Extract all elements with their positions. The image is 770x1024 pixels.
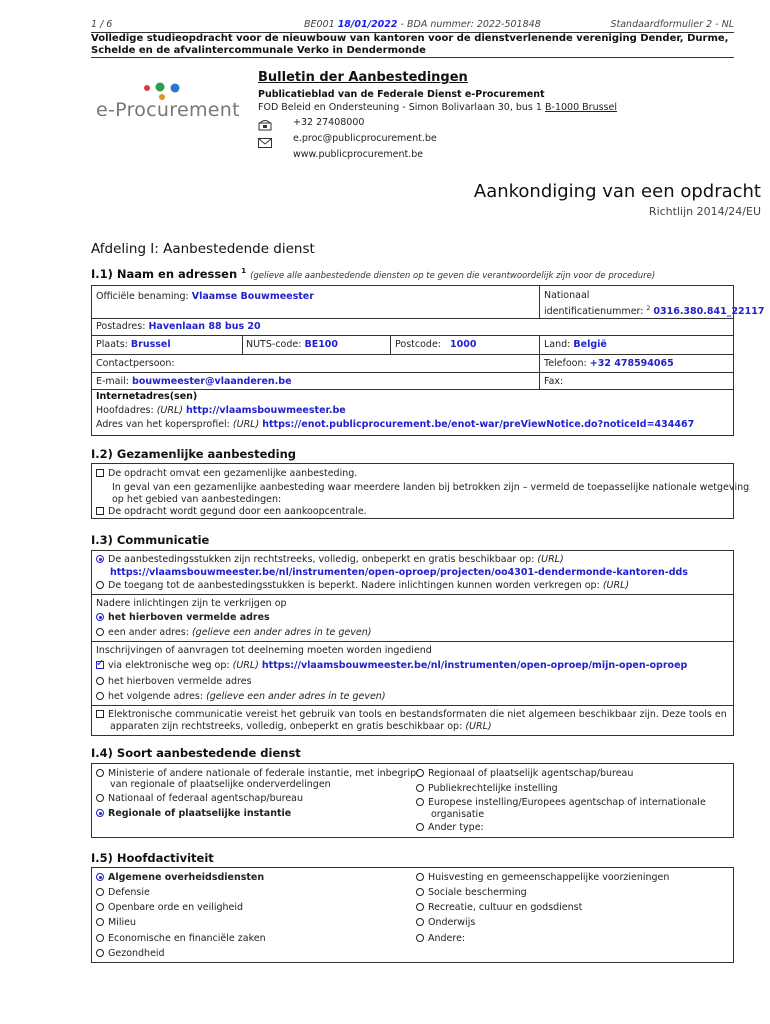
tools-option[interactable]: Elektronische communicatie vereist het gebruik van tools en bestandsformaten die niet algemeen beschikbaar zijn. Deze tools en xyxy=(96,708,727,721)
authority-ministry[interactable]: Ministerie of andere nationale of federale instantie, met inbegrip xyxy=(96,767,416,780)
notice-title: Volledige studieopdracht voor de nieuwbouw van kantoren voor de dienstverlenende vereniging Dender, Durme, Schelde en de afvalintercommunale Verko in Dendermonde xyxy=(91,33,729,56)
authority-ministry-cont: van regionale of plaatselijke onderverdelingen xyxy=(110,779,331,790)
activity-housing[interactable]: Huisvesting en gemeenschappelijke voorzieningen xyxy=(416,871,669,884)
activity-economic[interactable]: Economische en financiële zaken xyxy=(96,932,266,945)
authority-other[interactable]: Ander type: xyxy=(416,821,484,834)
activity-social[interactable]: Sociale bescherming xyxy=(416,886,527,899)
submit-electronic-option[interactable]: ✓via elektronische weg op: (URL) https://vlaamsbouwmeester.be/nl/instrumenten/open-oproep/mijn-open-oproep xyxy=(96,659,687,672)
radio[interactable] xyxy=(96,934,104,942)
logo-text: e-Procurement xyxy=(96,99,240,121)
radio-selected[interactable] xyxy=(96,613,104,621)
radio[interactable] xyxy=(96,918,104,926)
postal-address: Postadres: Havenlaan 88 bus 20 xyxy=(96,321,261,332)
official-name: Officiële benaming: Vlaamse Bouwmeester xyxy=(96,291,314,302)
radio[interactable] xyxy=(96,769,104,777)
main-address-link[interactable]: http://vlaamsbouwmeester.be xyxy=(186,405,346,416)
notice-heading: Aankondiging van een opdracht xyxy=(473,181,761,202)
radio-selected[interactable] xyxy=(96,555,104,563)
nuts-code: NUTS-code: BE100 xyxy=(246,339,339,350)
radio[interactable] xyxy=(96,677,104,685)
submit-above-option[interactable]: het hierboven vermelde adres xyxy=(96,675,252,688)
docs-restricted-option[interactable]: De toegang tot de aanbestedingsstukken is beperkt. Nadere inlichtingen kunnen worden verkregen op: (URL) xyxy=(96,579,629,592)
mail-icon xyxy=(258,133,272,152)
buyer-profile-link[interactable]: https://enot.publicprocurement.be/enot-war/preViewNotice.do?noticeId=434467 xyxy=(262,419,695,430)
authority-regional-agency[interactable]: Regionaal of plaatselijk agentschap/bureau xyxy=(416,767,633,780)
header-divider-bottom xyxy=(91,57,734,58)
radio-selected[interactable] xyxy=(96,873,104,881)
i3-heading: I.3) Communicatie xyxy=(91,533,210,547)
activity-recreation[interactable]: Recreatie, cultuur en godsdienst xyxy=(416,901,582,914)
publisher-postal: B-1000 Brussel xyxy=(545,102,617,113)
internet-heading: Internetadres(sen) xyxy=(96,391,198,402)
info-option-above[interactable]: het hierboven vermelde adres xyxy=(96,611,270,624)
radio[interactable] xyxy=(96,949,104,957)
radio[interactable] xyxy=(96,692,104,700)
checkbox[interactable] xyxy=(96,507,104,515)
radio-selected[interactable] xyxy=(96,809,104,817)
reference-date: 18/01/2022 xyxy=(337,19,398,30)
tools-note: apparaten zijn rechtstreeks, volledig, onbeperkt en gratis beschikbaar op: (URL) xyxy=(110,721,492,732)
radio[interactable] xyxy=(96,581,104,589)
info-option-other[interactable]: een ander adres: (gelieve een ander adres in te geven) xyxy=(96,626,371,639)
activity-other[interactable]: Andere: xyxy=(416,932,465,945)
central-purchasing-option[interactable]: De opdracht wordt gegund door een aankoopcentrale. xyxy=(96,505,367,518)
radio[interactable] xyxy=(416,934,424,942)
info-heading: Nadere inlichtingen zijn te verkrijgen op xyxy=(96,598,287,609)
authority-european[interactable]: Europese instelling/Europees agentschap of internationale xyxy=(416,796,706,809)
radio[interactable] xyxy=(416,823,424,831)
radio[interactable] xyxy=(96,888,104,896)
joint-note: In geval van een gezamenlijke aanbesteding waar meerdere landen bij betrokken zijn – vermeld de toepasselijke nationale wetgeving xyxy=(112,482,750,493)
submit-other-option[interactable]: het volgende adres: (gelieve een ander adres in te geven) xyxy=(96,690,386,703)
nat-id-label: Nationaal xyxy=(544,290,590,301)
e-procurement-logo xyxy=(96,80,240,125)
i4-heading: I.4) Soort aanbestedende dienst xyxy=(91,746,301,760)
joint-note-2: op het gebied van aanbestedingen: xyxy=(112,494,282,505)
authority-national-agency[interactable]: Nationaal of federaal agentschap/bureau xyxy=(96,792,303,805)
main-address: Hoofdadres: (URL) http://vlaamsbouwmeester.be xyxy=(96,405,346,416)
buyer-profile: Adres van het kopersprofiel: (URL) https://enot.publicprocurement.be/enot-war/preViewNotice.do?noticeId=434467 xyxy=(96,419,695,430)
activity-education[interactable]: Onderwijs xyxy=(416,916,475,929)
radio[interactable] xyxy=(416,798,424,806)
publisher-subtitle: Publicatieblad van de Federale Dienst e-Procurement xyxy=(258,89,545,100)
page-number: 1 / 6 xyxy=(91,19,113,30)
directive: Richtlijn 2014/24/EU xyxy=(648,205,761,218)
activity-defence[interactable]: Defensie xyxy=(96,886,150,899)
activity-health[interactable]: Gezondheid xyxy=(96,947,165,960)
reference: BE001 18/01/2022 - BDA nummer: 2022-501848 xyxy=(304,19,541,30)
telephone: Telefoon: +32 478594065 xyxy=(544,358,674,369)
radio[interactable] xyxy=(416,784,424,792)
publisher-email[interactable]: e.proc@publicprocurement.be xyxy=(293,133,437,144)
i2-heading: I.2) Gezamenlijke aanbesteding xyxy=(91,447,297,461)
docs-free-option[interactable]: De aanbestedingsstukken zijn rechtstreeks, volledig, onbeperkt en gratis beschikbaar op: (URL) xyxy=(96,553,564,566)
checkbox[interactable] xyxy=(96,710,104,718)
nat-id: identificatienummer: $^2$ 0316.380.841_22117 xyxy=(544,305,765,318)
submit-heading: Inschrijvingen of aanvragen tot deelneming moeten worden ingediend xyxy=(96,645,432,656)
publisher-phone: +32 27408000 xyxy=(293,117,365,128)
publisher-website[interactable]: www.publicprocurement.be xyxy=(293,149,424,160)
publisher-address: FOD Beleid en Ondersteuning - Simon Bolivarlaan 30, bus 1 xyxy=(258,102,542,113)
radio[interactable] xyxy=(416,918,424,926)
activity-public-order[interactable]: Openbare orde en veiligheid xyxy=(96,901,243,914)
bulletin-title: Bulletin der Aanbestedingen xyxy=(258,70,468,85)
city: Plaats: Brussel xyxy=(96,339,171,350)
checkbox[interactable] xyxy=(96,469,104,477)
docs-url-link[interactable]: https://vlaamsbouwmeester.be/nl/instrumenten/open-oproep/projecten/oo4301-dendermonde-kantoren-dds xyxy=(110,567,688,578)
activity-general[interactable]: Algemene overheidsdiensten xyxy=(96,871,264,884)
i5-heading: I.5) Hoofdactiviteit xyxy=(91,851,214,865)
contact-person: Contactpersoon: xyxy=(96,358,175,369)
email: E-mail: bouwmeester@vlaanderen.be xyxy=(96,376,292,387)
section-title: Afdeling I: Aanbestedende dienst xyxy=(91,241,315,257)
fax: Fax: xyxy=(544,376,564,387)
country: Land: België xyxy=(544,339,607,350)
form-name: Standaardformulier 2 - NL xyxy=(610,19,734,30)
postcode: Postcode: 1000 xyxy=(395,339,477,350)
joint-procurement-option[interactable]: De opdracht omvat een gezamenlijke aanbesteding. xyxy=(96,467,357,480)
activity-environment[interactable]: Milieu xyxy=(96,916,136,929)
radio[interactable] xyxy=(416,888,424,896)
i1-heading: I.1) Naam en adressen $^1$ (gelieve alle aanbestedende diensten op te geven die verantwoordelijk zijn voor de procedure) xyxy=(91,267,656,281)
radio[interactable] xyxy=(96,903,104,911)
radio[interactable] xyxy=(96,794,104,802)
checkbox-checked[interactable] xyxy=(96,661,104,669)
radio[interactable] xyxy=(416,873,424,881)
submit-url-link[interactable]: https://vlaamsbouwmeester.be/nl/instrumenten/open-oproep/mijn-open-oproep xyxy=(261,660,688,671)
radio[interactable] xyxy=(96,628,104,636)
authority-european-cont: organisatie xyxy=(431,809,485,820)
radio[interactable] xyxy=(416,903,424,911)
page-header xyxy=(91,19,734,33)
authority-public-law[interactable]: Publiekrechtelijke instelling xyxy=(416,782,558,795)
radio[interactable] xyxy=(416,769,424,777)
authority-regional[interactable]: Regionale of plaatselijke instantie xyxy=(96,807,291,820)
